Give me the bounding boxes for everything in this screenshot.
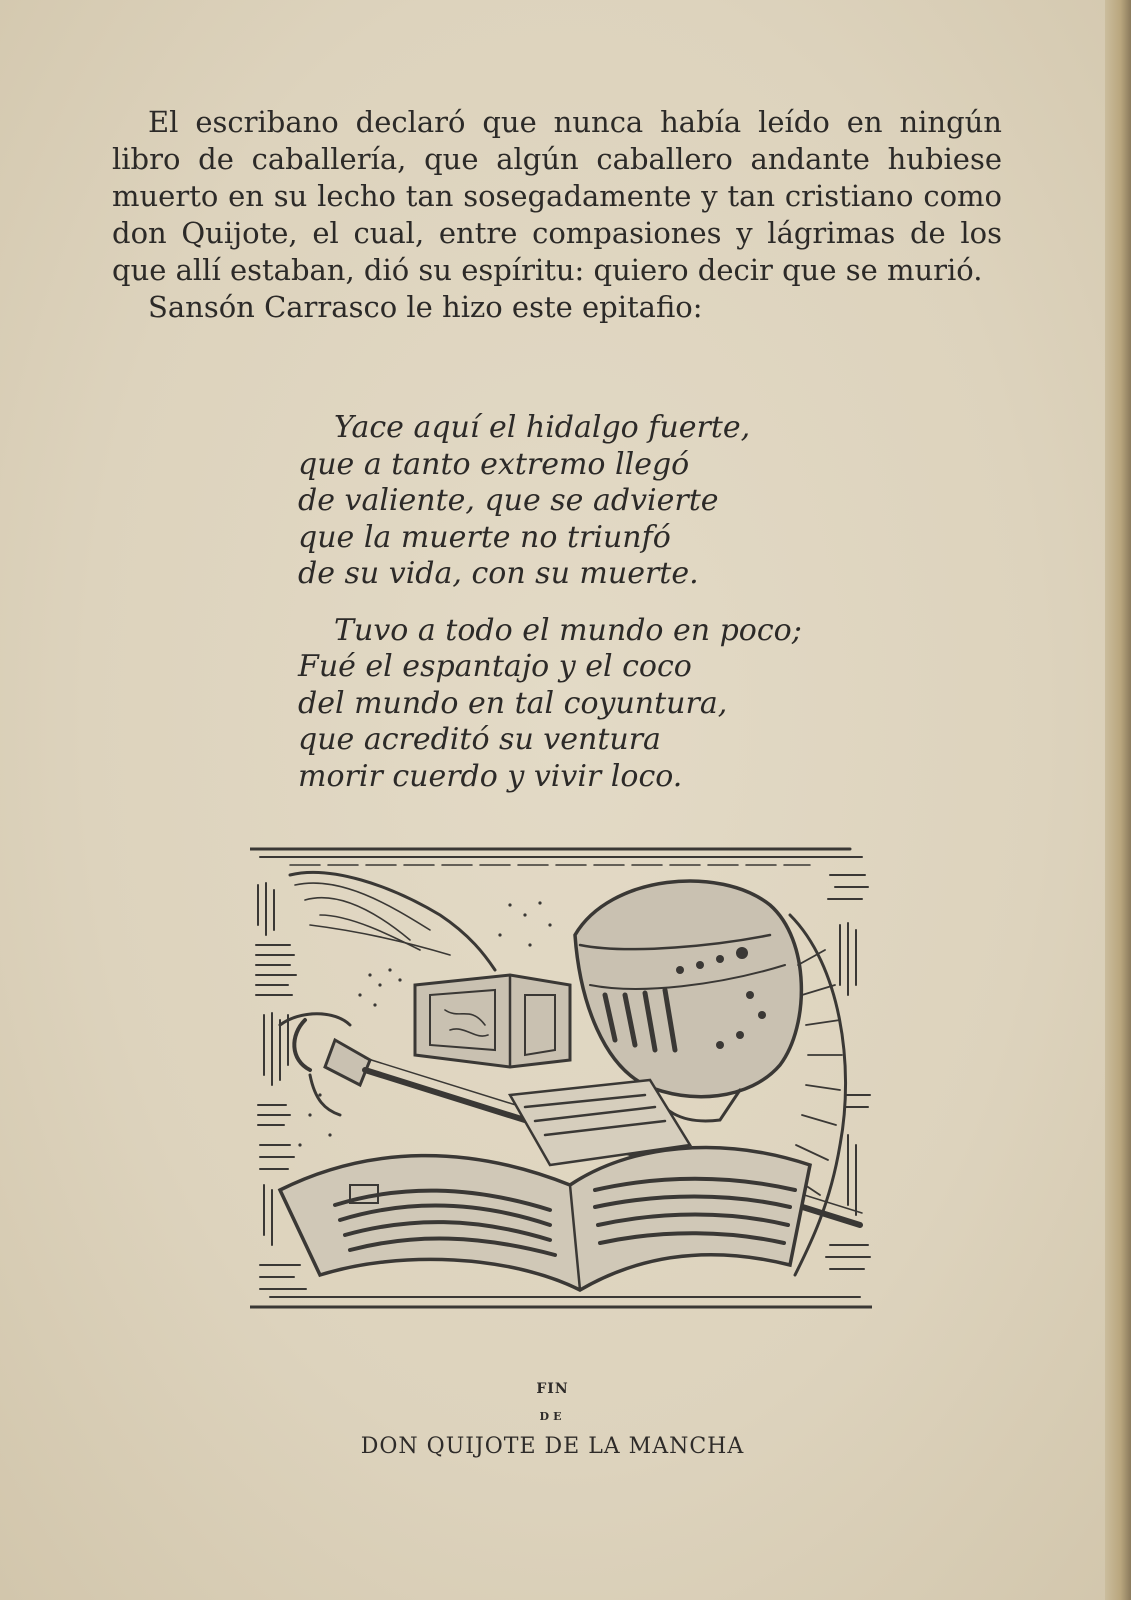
prose-text [112,104,1002,326]
poem-line: que a tanto extremo llegó [298,446,690,482]
poem-line: que acreditó su ventura [298,722,661,757]
poem-line: que la muerte no triunfó [298,519,671,555]
poem-line: del mundo en tal coyuntura, [298,685,728,721]
page-gutter-edge [1105,0,1131,1600]
prose-paragraph-2: Sansón Carrasco le hizo este epitafio: [148,290,703,324]
poem-stanza-1 [298,410,858,593]
poem-stanza-2 [298,613,858,796]
poem-line: de su vida, con su muerte. [298,556,699,591]
end-connector: DE [539,1410,566,1423]
still-life-engraving [250,845,872,1310]
poem-line: Yace aquí el hidalgo fuerte, [334,410,751,445]
book-title: DON QUIJOTE DE LA MANCHA [360,1434,745,1459]
end-label: FIN [536,1381,569,1397]
epitaph-poem [298,410,858,815]
poem-line: morir cuerdo y vivir loco. [298,758,683,794]
poem-line: de valiente, que se advierte [298,483,719,518]
poem-line: Tuvo a todo el mundo en poco; [334,612,802,648]
poem-line: Fué el espantajo y el coco [298,649,692,684]
prose-paragraph-1: El escribano declaró que nunca había leído en ningún libro de caballería, que algún caballero andante hubiese muerto en su lecho tan sosegadamente y tan cristiano como don Quijote, el cual, entre compasiones y lágrimas de los que allí estaban, dió su espíritu: quiero decir que se murió. [112,105,1002,287]
